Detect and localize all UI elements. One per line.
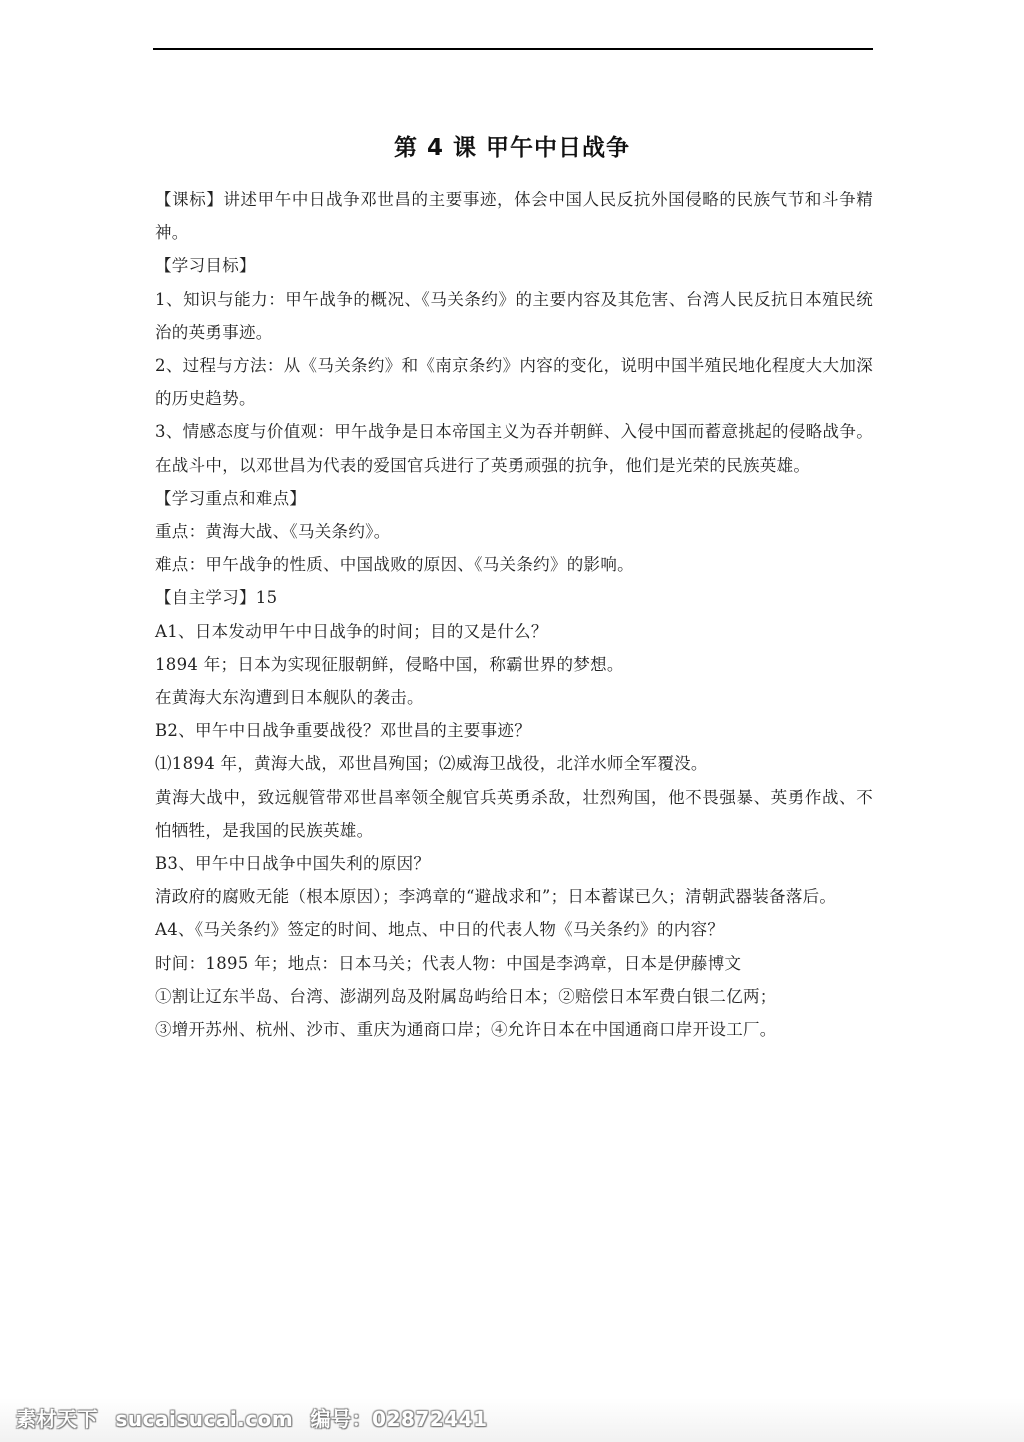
watermark-site: sucaisucai.com (115, 1407, 294, 1431)
lesson-title: 第 4 课 甲午中日战争 (393, 135, 631, 161)
document-body (155, 183, 873, 1046)
difficult-point: 难点：甲午战争的性质、中国战败的原因、《马关条约》的影响。 (155, 555, 634, 575)
goal-attitude: 3、情感态度与价值观：甲午战争是日本帝国主义为吞并朝鲜、入侵中国而蓄意挑起的侵略战争。在战斗中，以邓世昌为代表的爱国官兵进行了英勇顽强的抗争，他们是光荣的民族英雄。 (155, 422, 873, 475)
goal-knowledge: 1、知识与能力：甲午战争的概况、《马关条约》的主要内容及其危害、台湾人民反抗日本殖民统治的英勇事迹。 (155, 289, 873, 342)
answer-a1-line2: 在黄海大东沟遭到日本舰队的袭击。 (155, 688, 424, 708)
goal-process: 2、过程与方法：从《马关条约》和《南京条约》内容的变化，说明中国半殖民地化程度大大加深的历史趋势。 (155, 356, 873, 409)
answer-a4-line1: 时间：1895 年；地点：日本马关；代表人物：中国是李鸿章，日本是伊藤博文 (155, 953, 742, 973)
standard-paragraph: 【课标】讲述甲午中日战争邓世昌的主要事迹，体会中国人民反抗外国侵略的民族气节和斗争精神。 (155, 190, 873, 243)
section-heading-key-points: 【学习重点和难点】 (155, 488, 307, 508)
answer-b2-line2: 黄海大战中，致远舰管带邓世昌率领全舰官兵英勇杀敌，壮烈殉国，他不畏强暴、英勇作战、不怕牺牲，是我国的民族英雄。 (155, 787, 873, 840)
header-rule (153, 48, 873, 50)
question-b3: B3、甲午中日战争中国失利的原因？ (155, 854, 431, 874)
question-a1: A1、日本发动甲午中日战争的时间；目的又是什么？ (155, 621, 548, 641)
watermark-text (16, 1404, 498, 1434)
watermark-brand: 素材天下 (16, 1407, 98, 1431)
question-a4: A4、《马关条约》签定的时间、地点、中日的代表人物《马关条约》的内容？ (155, 920, 725, 940)
answer-b2-line1: ⑴1894 年，黄海大战，邓世昌殉国；⑵威海卫战役，北洋水师全军覆没。 (155, 754, 708, 774)
answer-a4-line2: ①割让辽东半岛、台湾、澎湖列岛及附属岛屿给日本；②赔偿日本军费白银二亿两； (155, 986, 777, 1006)
watermark-id: 编号：02872441 (310, 1407, 488, 1431)
answer-a4-line3: ③增开苏州、杭州、沙市、重庆为通商口岸；④允许日本在中国通商口岸开设工厂。 (155, 1020, 777, 1040)
watermark-bar (0, 1398, 1024, 1442)
section-heading-self-study: 【自主学习】15 (155, 588, 278, 608)
answer-a1-line1: 1894 年；日本为实现征服朝鲜，侵略中国，称霸世界的梦想。 (155, 654, 624, 674)
section-heading-goals: 【学习目标】 (155, 256, 256, 276)
question-b2: B2、甲午中日战争重要战役？邓世昌的主要事迹？ (155, 721, 532, 741)
key-point: 重点：黄海大战、《马关条约》。 (155, 522, 391, 542)
answer-b3: 清政府的腐败无能（根本原因）；李鸿章的“避战求和”；日本蓄谋已久；清朝武器装备落后。 (155, 887, 837, 907)
